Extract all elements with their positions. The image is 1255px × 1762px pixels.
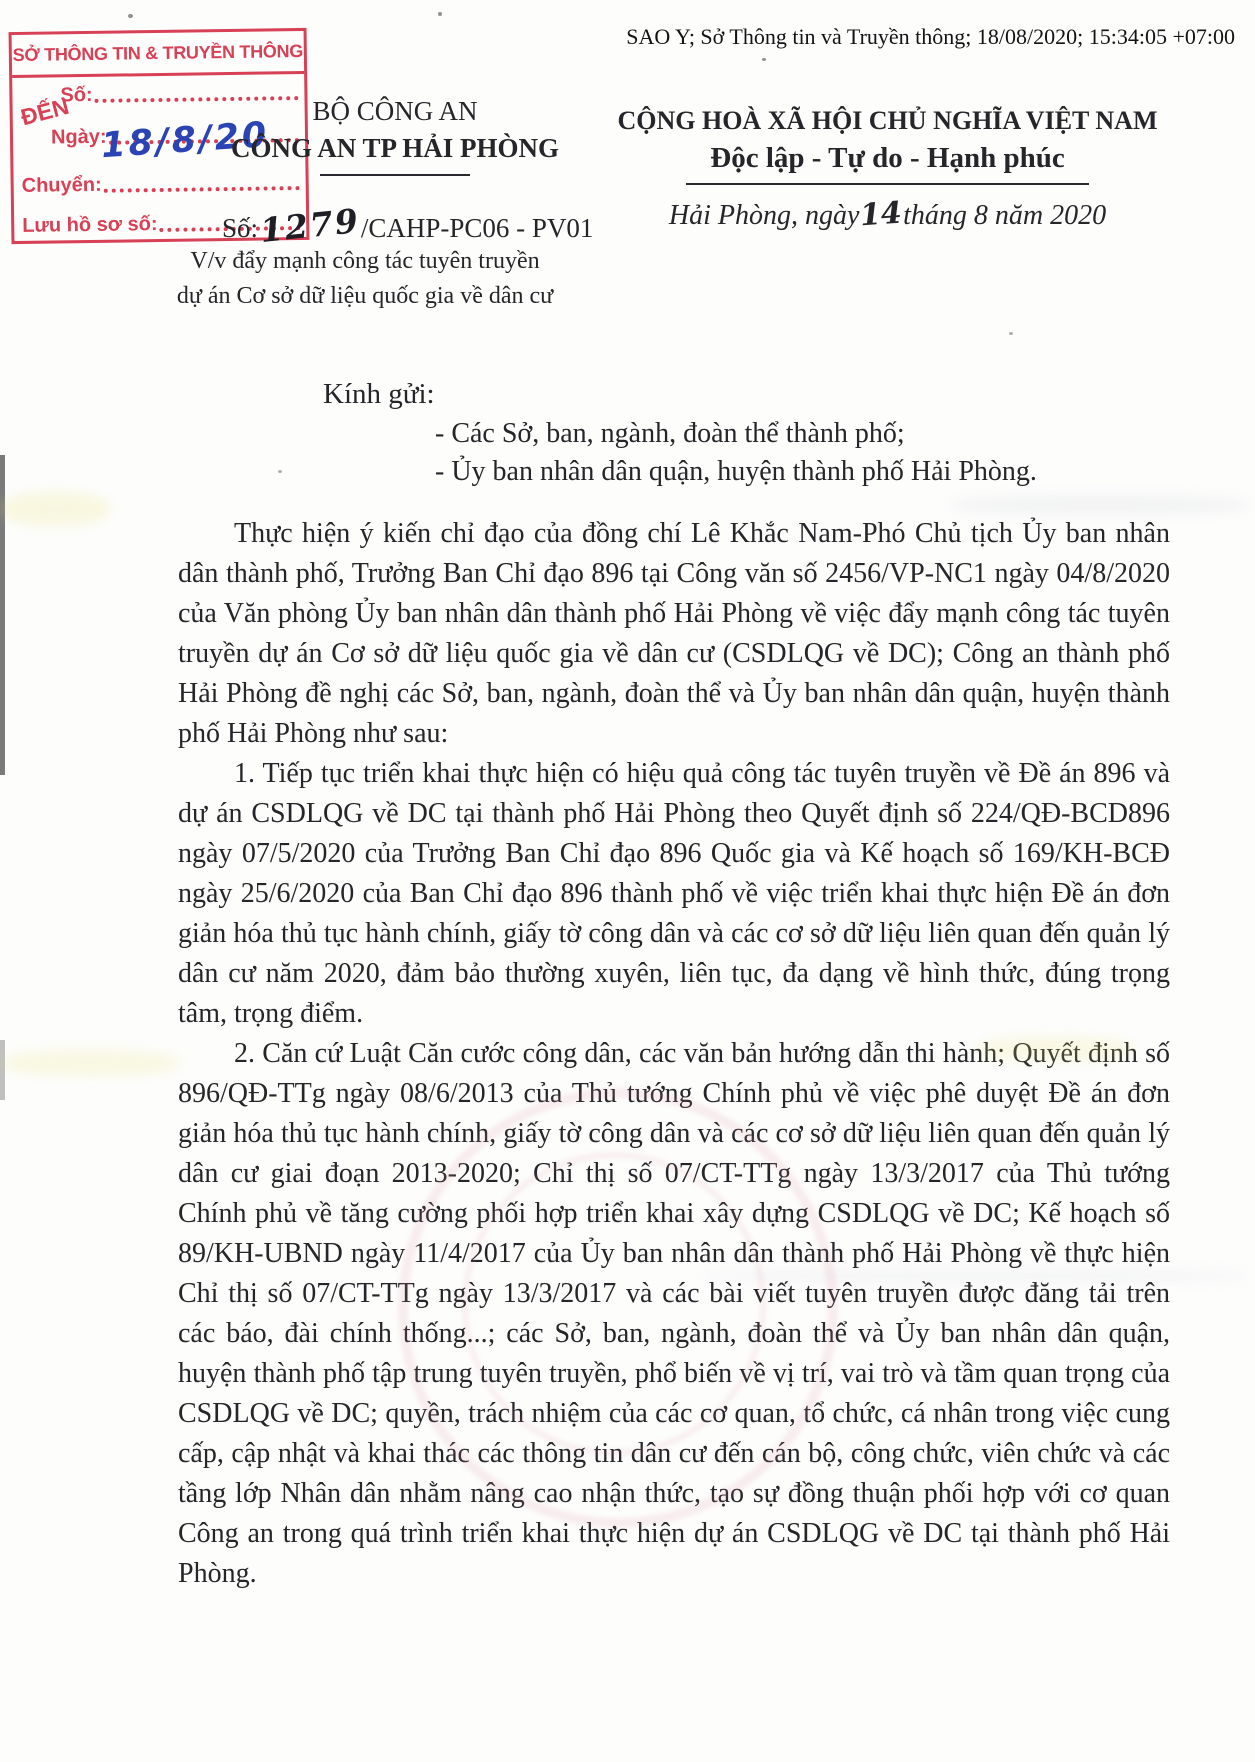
handwritten-document-number: 1279 bbox=[258, 200, 362, 251]
document-number bbox=[222, 200, 594, 251]
recipient-item: - Ủy ban nhân dân quận, huyện thành phố Hải Phòng. bbox=[435, 456, 1037, 487]
scan-band bbox=[700, 1268, 1250, 1284]
salutation: Kính gửi: bbox=[323, 378, 435, 410]
recipient-list bbox=[435, 415, 1037, 491]
issuer-agency-name: CÔNG AN TP HẢI PHÒNG bbox=[230, 133, 560, 163]
national-motto: Độc lập - Tự do - Hạnh phúc bbox=[686, 142, 1089, 185]
issuer-divider bbox=[320, 174, 470, 176]
scan-speck bbox=[762, 58, 766, 61]
arrival-stamp-den-label: ĐẾN bbox=[18, 92, 72, 131]
body-paragraph-2: 1. Tiếp tục triển khai thực hiện có hiệu quả công tác tuyên truyền về Đề án 896 và dự án CSDLQG về DC tại thành phố Hải Phòng theo Quyết định số 224/QĐ-BCD896 ngày 07/5/2020 của Trưởng Ban Chỉ đạo 896 Quốc gia và Kế hoạch số 169/KH-BCĐ ngày 25/6/2020 của Ban Chỉ đạo 896 thành phố về việc triển khai thực hiện Đề án đơn giản hóa thủ tục hành chính, giấy tờ công dân và các cơ sở dữ liệu liên quan đến quản lý dân cư năm 2020, đảm bảo thường xuyên, liên tục, đa dạng về hình thức, đúng trọng tâm, trọng điểm. bbox=[178, 758, 1170, 1029]
certified-copy-note: SAO Y; Sở Thông tin và Truyền thông; 18/08/2020; 15:34:05 +07:00 bbox=[626, 24, 1235, 49]
scan-edge-artifact bbox=[0, 1040, 5, 1100]
arrival-stamp-forward-label: Chuyển: bbox=[21, 173, 102, 197]
dotted-line bbox=[104, 186, 300, 193]
highlight-smudge bbox=[0, 1050, 180, 1076]
handwritten-arrival-date: 18/8/20 bbox=[99, 115, 271, 167]
arrival-stamp-number-label: Số: bbox=[60, 83, 93, 107]
scan-speck bbox=[278, 470, 282, 473]
national-header bbox=[600, 106, 1175, 232]
handwritten-day: 14 bbox=[859, 195, 904, 234]
place-date-prefix: Hải Phòng, ngày bbox=[668, 200, 860, 231]
round-stamp-bleedthrough-inner bbox=[462, 1152, 766, 1456]
issuer-header bbox=[230, 96, 560, 176]
scan-speck bbox=[438, 12, 442, 16]
subject-line-1: V/v đẩy mạnh công tác tuyên truyền bbox=[190, 248, 540, 274]
subject-line-2: dự án Cơ sở dữ liệu quốc gia về dân cư bbox=[176, 283, 554, 309]
document-number-suffix: /CAHP-PC06 - PV01 bbox=[360, 213, 594, 243]
recipient-item: - Các Sở, ban, ngành, đoàn thể thành phố; bbox=[435, 418, 905, 449]
place-and-date bbox=[600, 197, 1175, 232]
arrival-stamp-date-label: Ngày: bbox=[50, 125, 107, 149]
highlight-smudge bbox=[975, 1036, 1135, 1062]
scan-speck bbox=[128, 14, 133, 18]
national-title: CỘNG HOÀ XÃ HỘI CHỦ NGHĨA VIỆT NAM bbox=[617, 106, 1158, 135]
scan-speck bbox=[1009, 332, 1013, 335]
arrival-stamp-file-label: Lưu hồ sơ số: bbox=[22, 213, 158, 237]
body-paragraph-3: 2. Căn cứ Luật Căn cước công dân, các văn bản hướng dẫn thi hành; Quyết định số 896/QĐ-TTg ngày 08/6/2013 của Thủ tướng Chính phủ về việc phê duyệt Đề án đơn giản hóa thủ tục hành chính, giấy tờ công dân và các cơ sở dữ liệu liên quan đến quản lý dân cư giai đoạn 2013-2020; Chỉ thị số 07/CT-TTg ngày 13/3/2017 của Thủ tướng Chính phủ về tăng cường phối hợp triển khai xây dựng CSDLQG về DC; Kế hoạch số 89/KH-UBND ngày 11/4/2017 của Ủy ban nhân dân thành phố Hải Phòng về thực hiện Chỉ thị số 07/CT-TTg ngày 13/3/2017 và các bài viết tuyên truyền được đăng tải trên các báo, đài chính thống...; các Sở, ban, ngành, đoàn thể và Ủy ban nhân dân quận, huyện thành phố tập trung tuyên truyền, phổ biến về vị trí, vai trò và tầm quan trọng của CSDLQG về DC; quyền, trách nhiệm của các cơ quan, tổ chức, cá nhân trong việc cung cấp, cập nhật và khai thác các thông tin dân cư đến cán bộ, công chức, viên chức và các tầng lớp Nhân dân nhằm nâng cao nhận thức, tạo sự đồng thuận phối hợp với cơ quan Công an trong quá trình triển khai thực hiện dự án CSDLQG về DC tại thành phố Hải Phòng. bbox=[178, 1038, 1170, 1589]
place-date-suffix: tháng 8 năm 2020 bbox=[903, 200, 1107, 231]
scan-band bbox=[950, 495, 1250, 515]
body-paragraph-1: Thực hiện ý kiến chỉ đạo của đồng chí Lê Khắc Nam-Phó Chủ tịch Ủy ban nhân dân thành phố, Trưởng Ban Chỉ đạo 896 tại Công văn số 2456/VP-NC1 ngày 04/8/2020 của Văn phòng Ủy ban nhân dân thành phố Hải Phòng về việc đẩy mạnh công tác tuyên truyền dự án Cơ sở dữ liệu quốc gia về dân cư (CSDLQG về DC); Công an thành phố Hải Phòng đề nghị các Sở, ban, ngành, đoàn thể và Ủy ban nhân dân quận, huyện thành phố Hải Phòng như sau: bbox=[178, 518, 1170, 749]
issuer-parent-agency: BỘ CÔNG AN bbox=[312, 96, 478, 126]
document-subject bbox=[160, 244, 570, 314]
highlight-smudge bbox=[0, 492, 110, 526]
arrival-stamp-office: SỞ THÔNG TIN & TRUYỀN THÔNG bbox=[12, 31, 305, 78]
document-number-label: Số: bbox=[222, 213, 259, 243]
